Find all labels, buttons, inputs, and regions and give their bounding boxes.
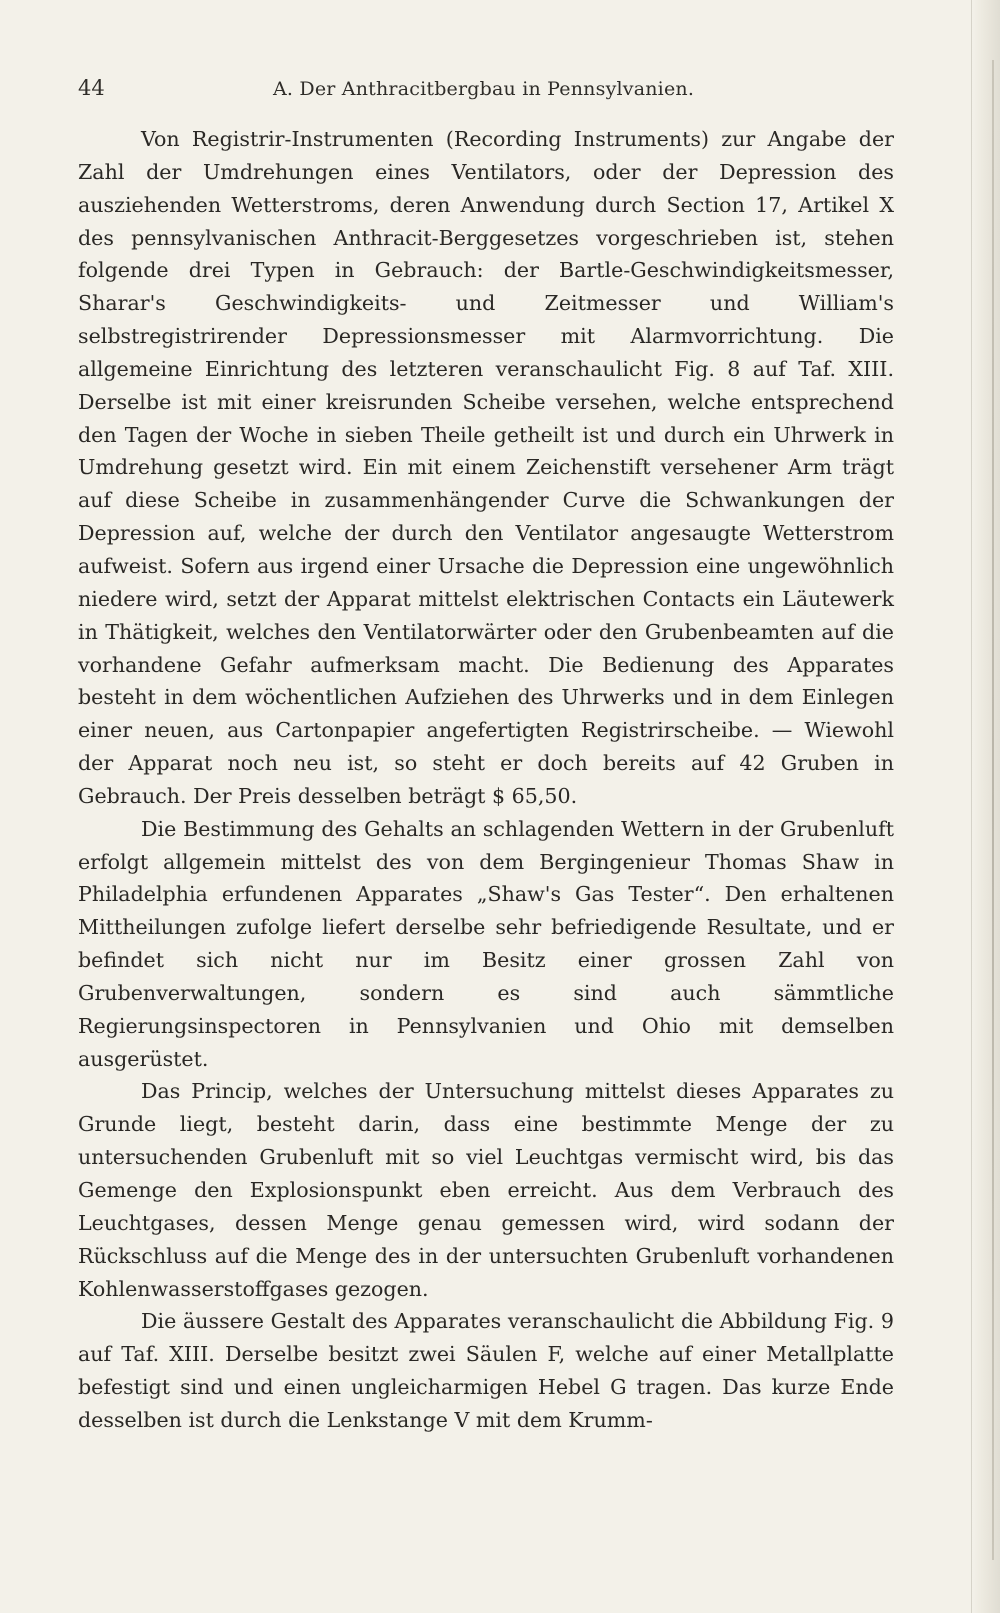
page-edge-shadow bbox=[971, 0, 1000, 1613]
paragraph-registering-instruments: Von Registrir-Instrumenten (Recording Instruments) zur Angabe der Zahl der Umdrehungen eines Ventilators, oder der Depression des ausziehenden Wetterstroms, deren Anwendung durch Section 17, Artikel X des pennsylvanischen Anthracit-Berggesetzes vorgeschrieben ist, stehen folgende drei Typen in Gebrauch: der Bartle-Geschwindigkeitsmesser, Sharar's Geschwindigkeits- und Zeitmesser und William's selbstregistrirender Depressionsmesser mit Alarmvorrichtung. Die allgemeine Einrichtung des letzteren veranschaulicht Fig. 8 auf Taf. XIII. Derselbe ist mit einer kreisrunden Scheibe versehen, welche entsprechend den Tagen der Woche in sieben Theile getheilt ist und durch ein Uhrwerk in Umdrehung gesetzt wird. Ein mit einem Zeichenstift versehener Arm trägt auf diese Scheibe in zusammenhängender Curve die Schwankungen der Depression auf, welche der durch den Ventilator angesaugte Wetterstrom aufweist. Sofern aus irgend einer Ursache die Depression eine ungewöhnlich niedere wird, setzt der Apparat mittelst elektrischen Contacts ein Läutewerk in Thätigkeit, welches den Ventilatorwärter oder den Grubenbeamten auf die vorhandene Gefahr aufmerksam macht. Die Bedienung des Apparates besteht in dem wöchentlichen Aufziehen des Uhrwerks und in dem Einlegen einer neuen, aus Cartonpapier angefertigten Registrirscheibe. — Wiewohl der Apparat noch neu ist, so steht er doch bereits auf 42 Gruben in Gebrauch. Der Preis desselben beträgt $ 65,50. bbox=[78, 127, 894, 808]
paragraph-gas-tester: Die Bestimmung des Gehalts an schlagenden Wettern in der Grubenluft erfolgt allgemein mittelst des von dem Bergingenieur Thomas Shaw in Philadelphia erfundenen Apparates „Shaw's Gas Tester“. Den erhaltenen Mittheilungen zufolge liefert derselbe sehr befriedigende Resultate, und er befindet sich nicht nur im Besitz einer grossen Zahl von Grubenverwaltungen, sondern es sind auch sämmtliche Regierungsinspectoren in Pennsylvanien und Ohio mit demselben ausgerüstet. bbox=[78, 816, 894, 1071]
page-number: 44 bbox=[78, 76, 105, 100]
paragraph-principle: Das Princip, welches der Untersuchung mittelst dieses Apparates zu Grunde liegt, besteht darin, dass eine bestimmte Menge der zu untersuchenden Grubenluft mit so viel Leuchtgas vermischt wird, bis das Gemenge den Explosionspunkt eben erreicht. Aus dem Verbrauch des Leuchtgases, dessen Menge genau gemessen wird, wird sodann der Rückschluss auf die Menge des in der untersuchten Grubenluft vorhandenen Kohlenwasserstoffgases gezogen. bbox=[78, 1079, 894, 1301]
page-header bbox=[78, 76, 898, 104]
body-text bbox=[78, 123, 894, 1437]
page-edge-line bbox=[992, 60, 994, 1560]
running-head: A. Der Anthracitbergbau in Pennsylvanien. bbox=[273, 78, 695, 100]
paragraph-apparatus-description: Die äussere Gestalt des Apparates veranschaulicht die Abbildung Fig. 9 auf Taf. XIII. Derselbe besitzt zwei Säulen F, welche auf einer Metallplatte befestigt sind und einen ungleicharmigen Hebel G tragen. Das kurze Ende desselben ist durch die Lenkstange V mit dem Krumm- bbox=[78, 1309, 894, 1432]
